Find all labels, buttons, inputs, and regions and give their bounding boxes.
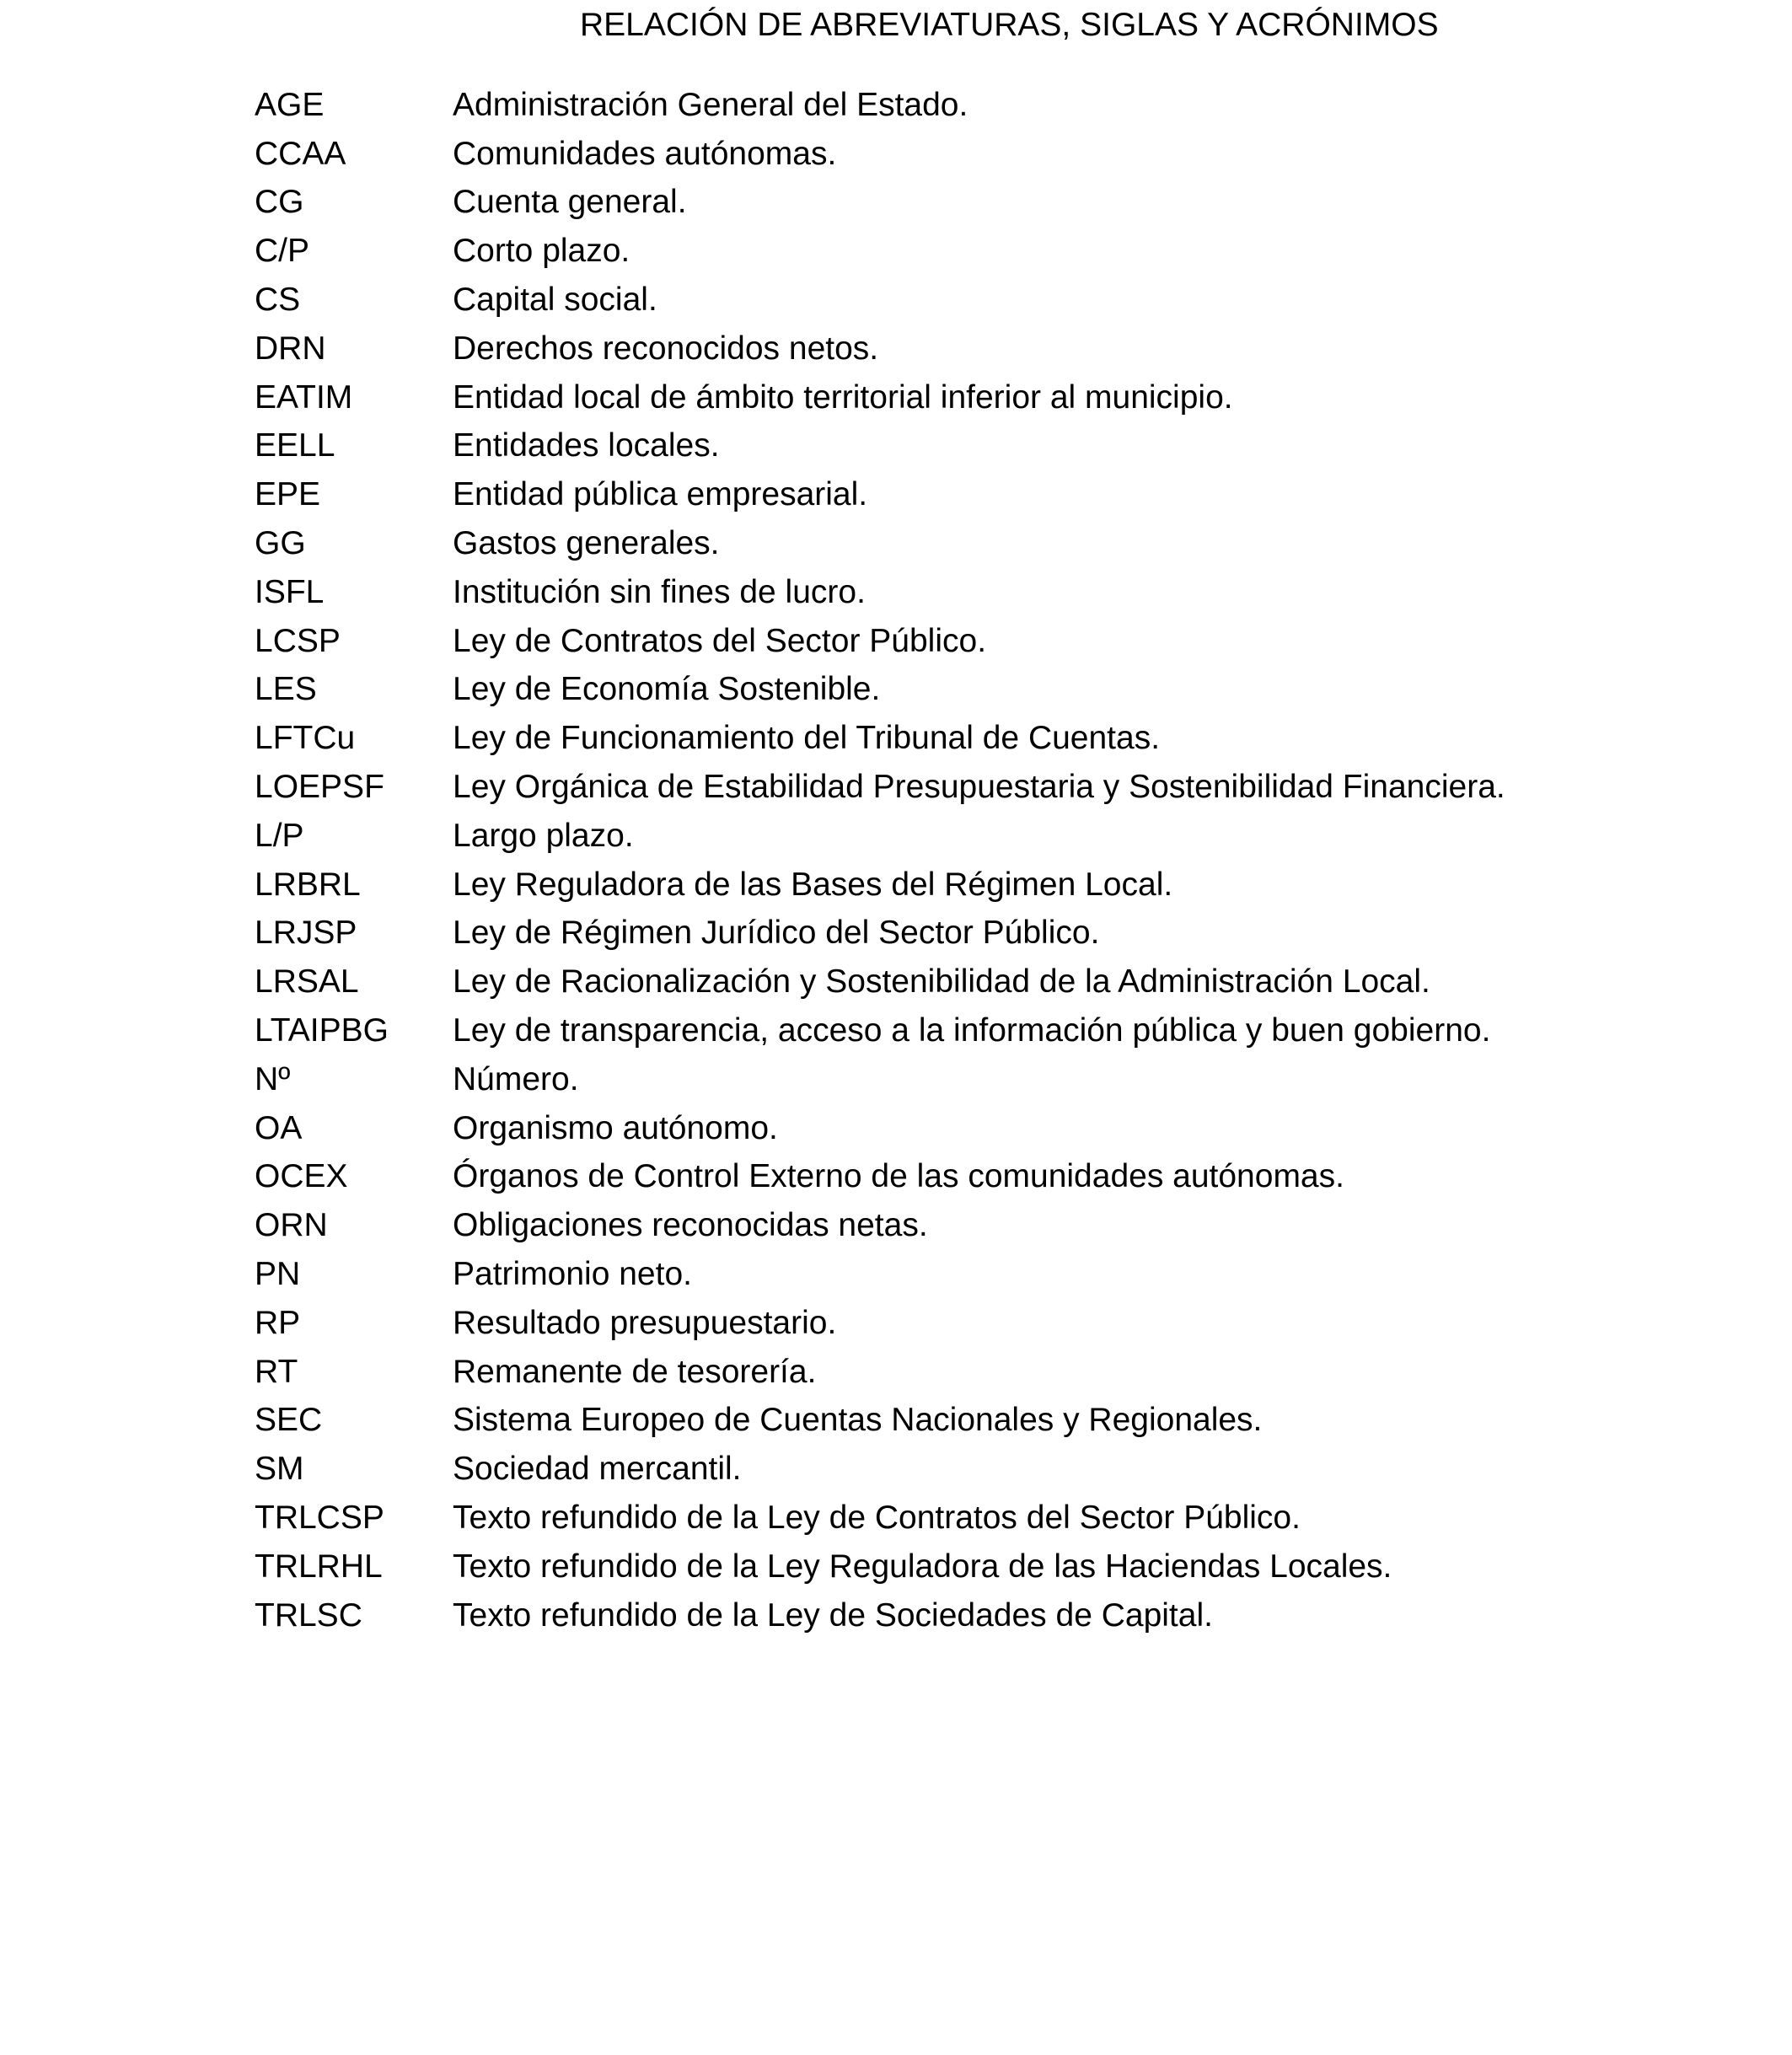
abbreviation-definition: Patrimonio neto. <box>453 1256 692 1293</box>
abbreviation-term: ISFL <box>255 573 325 610</box>
abbreviation-term: TRLRHL <box>255 1548 383 1585</box>
abbreviation-row <box>255 519 1772 568</box>
abbreviation-row <box>255 958 1772 1006</box>
abbreviation-definition: Corto plazo. <box>453 233 630 270</box>
abbreviation-row <box>255 1591 1772 1640</box>
abbreviation-definition: Remanente de tesorería. <box>453 1353 817 1390</box>
abbreviation-term: Nº <box>255 1060 291 1097</box>
abbreviation-row <box>255 1397 1772 1446</box>
abbreviation-term: L/P <box>255 817 304 854</box>
abbreviation-term: SM <box>255 1451 304 1488</box>
abbreviation-term: CCAA <box>255 135 346 172</box>
abbreviation-definition: Capital social. <box>453 282 657 319</box>
abbreviation-row <box>255 179 1772 228</box>
abbreviation-term: DRN <box>255 330 326 367</box>
abbreviation-term: RT <box>255 1353 298 1390</box>
abbreviation-definition: Largo plazo. <box>453 817 634 854</box>
abbreviation-term: GG <box>255 525 306 562</box>
abbreviation-definition: Derechos reconocidos netos. <box>453 330 879 367</box>
abbreviation-row <box>255 1153 1772 1202</box>
abbreviation-term: C/P <box>255 233 310 270</box>
abbreviation-row <box>255 227 1772 276</box>
abbreviation-row <box>255 909 1772 958</box>
abbreviation-definition: Cuenta general. <box>453 184 687 221</box>
abbreviation-definition: Ley de Funcionamiento del Tribunal de Cuentas. <box>453 720 1161 757</box>
abbreviation-term: OA <box>255 1109 303 1146</box>
abbreviation-row <box>255 1543 1772 1591</box>
abbreviation-row <box>255 763 1772 812</box>
abbreviation-definition: Administración General del Estado. <box>453 86 968 123</box>
abbreviation-definition: Texto refundido de la Ley de Sociedades de Capital. <box>453 1596 1213 1634</box>
abbreviation-term: CS <box>255 282 301 319</box>
abbreviation-row <box>255 1006 1772 1055</box>
abbreviation-row <box>255 422 1772 471</box>
abbreviation-definition: Resultado presupuestario. <box>453 1304 837 1341</box>
abbreviation-row <box>255 373 1772 422</box>
abbreviation-row <box>255 81 1772 130</box>
abbreviation-definition: Texto refundido de la Ley Reguladora de las Haciendas Locales. <box>453 1548 1392 1585</box>
abbreviation-row <box>255 1104 1772 1153</box>
abbreviation-definition: Entidad local de ámbito territorial inferior al municipio. <box>453 378 1233 416</box>
abbreviation-term: LRSAL <box>255 963 359 1001</box>
abbreviation-row <box>255 617 1772 666</box>
abbreviation-row <box>255 1445 1772 1494</box>
abbreviation-term: LRJSP <box>255 915 357 952</box>
abbreviation-term: LOEPSF <box>255 769 384 806</box>
abbreviation-row <box>255 325 1772 373</box>
abbreviation-definition: Comunidades autónomas. <box>453 135 837 172</box>
abbreviation-row <box>255 812 1772 861</box>
abbreviation-definition: Obligaciones reconocidas netas. <box>453 1207 928 1244</box>
abbreviation-definition: Sistema Europeo de Cuentas Nacionales y Regionales. <box>453 1402 1263 1439</box>
abbreviation-definition: Número. <box>453 1060 579 1097</box>
abbreviation-term: EELL <box>255 427 335 464</box>
abbreviation-row <box>255 666 1772 715</box>
abbreviation-definition: Ley de Régimen Jurídico del Sector Público. <box>453 915 1100 952</box>
abbreviation-list <box>255 81 1772 1640</box>
abbreviation-row <box>255 470 1772 519</box>
abbreviation-definition: Ley de transparencia, acceso a la información pública y buen gobierno. <box>453 1012 1491 1049</box>
abbreviation-row <box>255 130 1772 179</box>
abbreviation-row <box>255 1299 1772 1348</box>
abbreviation-term: ORN <box>255 1207 328 1244</box>
abbreviation-row <box>255 1055 1772 1104</box>
abbreviation-term: CG <box>255 184 304 221</box>
abbreviation-term: LFTCu <box>255 720 356 757</box>
abbreviation-definition: Ley Reguladora de las Bases del Régimen Local. <box>453 866 1173 903</box>
abbreviation-term: LTAIPBG <box>255 1012 389 1049</box>
abbreviation-term: TRLCSP <box>255 1500 384 1536</box>
abbreviation-definition: Organismo autónomo. <box>453 1109 778 1146</box>
abbreviation-term: TRLSC <box>255 1596 362 1634</box>
abbreviation-definition: Entidad pública empresarial. <box>453 476 868 513</box>
abbreviation-row <box>255 1494 1772 1543</box>
page-title: RELACIÓN DE ABREVIATURAS, SIGLAS Y ACRÓNIMOS <box>580 7 1439 43</box>
abbreviation-row <box>255 861 1772 909</box>
abbreviation-row <box>255 714 1772 763</box>
abbreviation-term: SEC <box>255 1402 323 1439</box>
abbreviation-term: EPE <box>255 476 321 513</box>
abbreviation-term: LCSP <box>255 622 341 659</box>
abbreviation-term: PN <box>255 1256 301 1293</box>
abbreviation-term: LES <box>255 671 317 708</box>
abbreviation-row <box>255 276 1772 325</box>
abbreviation-definition: Gastos generales. <box>453 525 720 562</box>
abbreviation-term: AGE <box>255 86 325 123</box>
abbreviation-row <box>255 568 1772 617</box>
abbreviation-definition: Ley de Contratos del Sector Público. <box>453 622 987 659</box>
abbreviation-definition: Sociedad mercantil. <box>453 1451 742 1488</box>
abbreviation-row <box>255 1250 1772 1299</box>
abbreviation-definition: Ley de Racionalización y Sostenibilidad de la Administración Local. <box>453 963 1430 1001</box>
abbreviation-term: EATIM <box>255 378 353 416</box>
abbreviation-definition: Ley Orgánica de Estabilidad Presupuestaria y Sostenibilidad Financiera. <box>453 769 1505 806</box>
abbreviation-term: OCEX <box>255 1158 348 1195</box>
abbreviation-row <box>255 1201 1772 1250</box>
abbreviation-definition: Institución sin fines de lucro. <box>453 573 866 610</box>
abbreviation-term: LRBRL <box>255 866 361 903</box>
abbreviation-term: RP <box>255 1304 301 1341</box>
abbreviation-definition: Texto refundido de la Ley de Contratos del Sector Público. <box>453 1500 1301 1536</box>
abbreviation-definition: Entidades locales. <box>453 427 720 464</box>
abbreviation-row <box>255 1348 1772 1397</box>
abbreviation-definition: Ley de Economía Sostenible. <box>453 671 881 708</box>
abbreviation-definition: Órganos de Control Externo de las comunidades autónomas. <box>453 1158 1344 1195</box>
